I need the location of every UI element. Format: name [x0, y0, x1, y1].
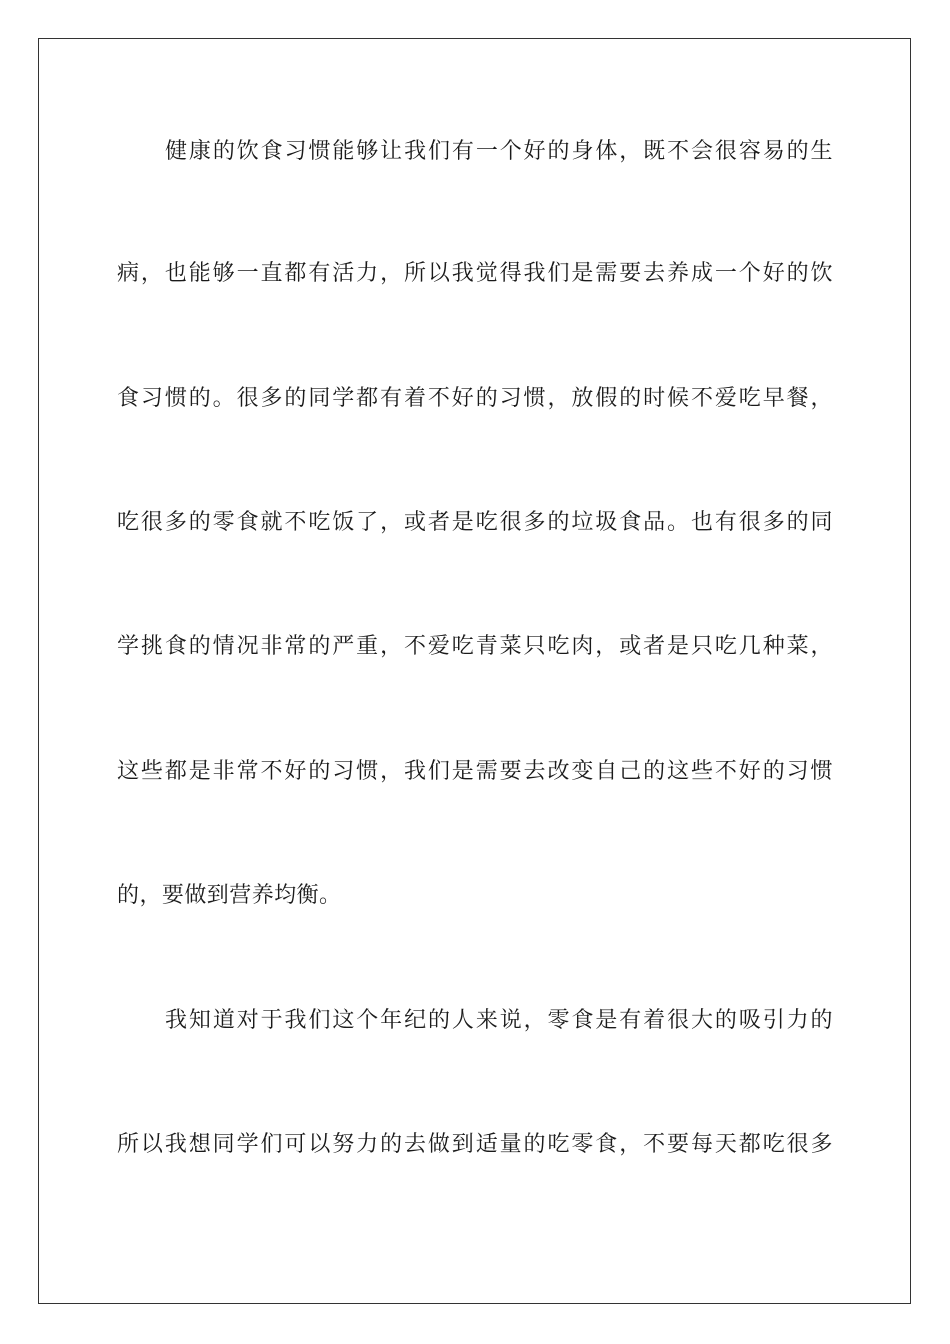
page-border: [38, 38, 911, 1304]
paragraph-1-line-2: 病，也能够一直都有活力，所以我觉得我们是需要去养成一个好的饮: [117, 261, 833, 286]
paragraph-2-line-2: 所以我想同学们可以努力的去做到适量的吃零食，不要每天都吃很多: [117, 1132, 833, 1157]
paragraph-2-line-1: 我知道对于我们这个年纪的人来说，零食是有着很大的吸引力的: [165, 1008, 833, 1033]
paragraph-1-line-5: 学挑食的情况非常的严重，不爱吃青菜只吃肉，或者是只吃几种菜，: [117, 634, 833, 659]
paragraph-1-line-6: 这些都是非常不好的习惯，我们是需要去改变自己的这些不好的习惯: [117, 759, 833, 784]
paragraph-1-line-3: 食习惯的。很多的同学都有着不好的习惯，放假的时候不爱吃早餐，: [117, 386, 833, 411]
paragraph-1-line-1: 健康的饮食习惯能够让我们有一个好的身体，既不会很容易的生: [165, 139, 833, 164]
paragraph-1-line-4: 吃很多的零食就不吃饭了，或者是吃很多的垃圾食品。也有很多的同: [117, 510, 833, 535]
paragraph-1-line-7: 的，要做到营养均衡。: [117, 883, 342, 908]
